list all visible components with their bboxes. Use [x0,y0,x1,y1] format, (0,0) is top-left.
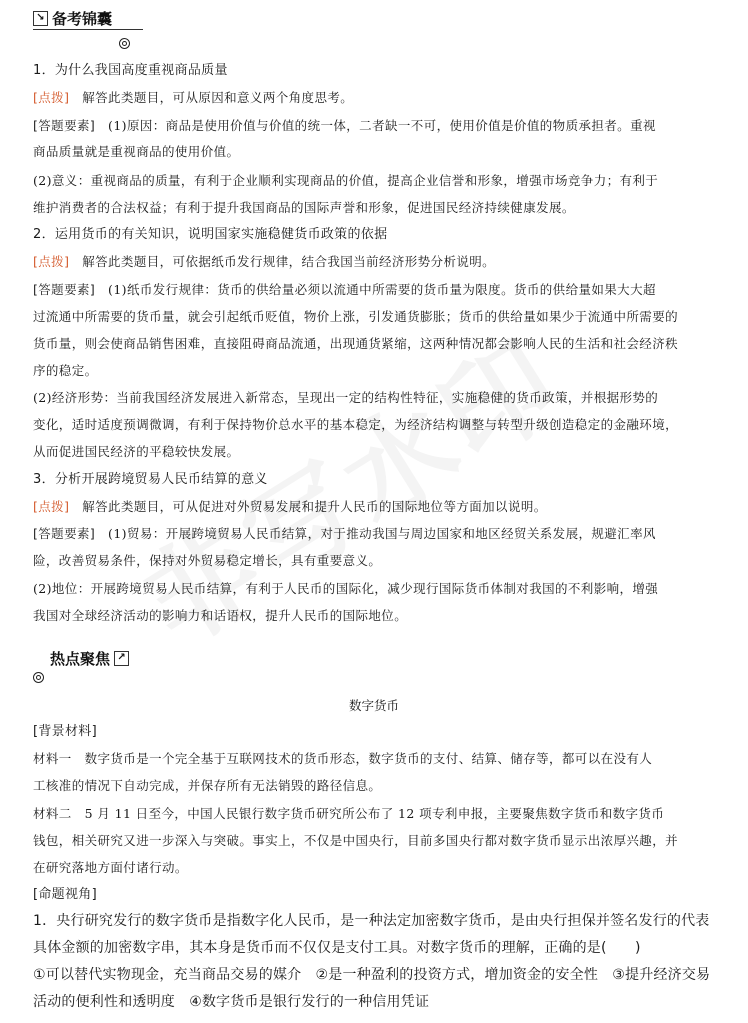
question-title: 1．为什么我国高度重视商品质量 [33,63,228,78]
answer-line [33,117,723,134]
tip-label: [点拨] [33,499,70,514]
tip-label: [点拨] [33,254,70,269]
answer-line: 序的稳定。 [33,363,98,378]
option-line: 活动的便利性和透明度 ④数字货币是银行发行的一种信用凭证 [33,994,430,1010]
background-label: [背景材料] [33,724,97,739]
tip-line [33,498,723,515]
tip-line [33,253,723,270]
answer-line: 从而促进国民经济的平稳较快发展。 [33,444,240,459]
material-line: 钱包，相关研究又进一步深入与突破。事实上，不仅是中国央行，目前多国央行都对数字货币显示出浓厚兴趣，并 [33,833,679,848]
answer-line [33,281,723,298]
section-heading-label: 备考锦囊 [52,10,113,28]
option-line: ①可以替代实物现金，充当商品交易的媒介 ②是一种盈利的投资方式，增加资金的安全性 ③提升经济交易 [33,967,711,983]
tip-text: 解答此类题目，可依据纸币发行规律，结合我国当前经济形势分析说明。 [69,254,496,269]
answer-line [33,525,723,542]
question-line: 具体金额的加密数字串，其本身是货币而不仅仅是支付工具。对数字货币的理解，正确的是( ) [33,940,641,956]
question-title: 2．运用货币的有关知识，说明国家实施稳健货币政策的依据 [33,227,388,242]
heading-underline [33,29,143,30]
section-heading-label: 热点聚焦 [50,650,111,668]
bullseye-icon [33,672,44,683]
tip-label: [点拨] [33,90,70,105]
answer-line: (2)经济形势：当前我国经济发展进入新常态，呈现出一定的结构性特征，实施稳健的货币政策，并根据形势的 [33,390,659,405]
arrow-box-icon: ↘ [33,11,48,26]
answer-text: (1)纸币发行规律：货币的供给量必须以流通中所需要的货币量为限度。货币的供给量如果大大超 [95,282,656,297]
bullseye-icon [119,38,130,49]
material-line: 材料一 数字货币是一个完全基于互联网技术的货币形态，数字货币的支付、结算、储存等，都可以在没有人 [33,751,653,766]
material-line: 材料二 5 月 11 日至今，中国人民银行数字货币研究所公布了 12 项专利申报，主要聚焦数字货币和数字货币 [33,806,665,821]
question-title: 3．分析开展跨境贸易人民币结算的意义 [33,472,268,487]
tip-text: 解答此类题目，可从原因和意义两个角度思考。 [69,90,354,105]
answer-line: 商品质量就是重视商品的使用价值。 [33,144,240,159]
answer-label: [答题要素] [33,282,96,297]
answer-line: 维护消费者的合法权益；有利于提升我国商品的国际声誉和形象，促进国民经济持续健康发展。 [33,200,575,215]
answer-line: 险，改善贸易条件，保持对外贸易稳定增长，具有重要意义。 [33,553,382,568]
answer-line: 货币量，则会使商品销售困难，直接阻碍商品流通，出现通货紧缩，这两种情况都会影响人民的生活和社会经济秩 [33,336,679,351]
tip-line [33,89,723,106]
answer-line: 过流通中所需要的货币量，就会引起纸币贬值，物价上涨，引发通货膨胀；货币的供给量如果少于流通中所需要的 [33,309,679,324]
answer-label: [答题要素] [33,118,96,133]
question-line: 1．央行研究发行的数字货币是指数字化人民币，是一种法定加密数字货币，是由央行担保并签名发行的代表 [33,913,710,929]
answer-line: (2)意义：重视商品的质量，有利于企业顺利实现商品的价值，提高企业信誉和形象，增强市场竞争力；有利于 [33,173,659,188]
answer-label: [答题要素] [33,526,96,541]
section-heading-prep [33,8,112,29]
answer-line: 我国对全球经济活动的影响力和话语权，提升人民币的国际地位。 [33,608,408,623]
material-line: 工核准的情况下自动完成，并保存所有无法销毁的路径信息。 [33,778,382,793]
edit-box-icon: ↗ [114,651,129,666]
view-label: [命题视角] [33,887,97,902]
answer-text: (1)贸易：开展跨境贸易人民币结算，对于推动我国与周边国家和地区经贸关系发展，规避汇率风 [95,526,656,541]
answer-line: (2)地位：开展跨境贸易人民币结算，有利于人民币的国际化，减少现行国际货币体制对我国的不利影响，增强 [33,581,659,596]
material-line: 在研究落地方面付诸行动。 [33,860,188,875]
answer-line: 变化，适时适度预调微调，有利于保持物价总水平的基本稳定，为经济结构调整与转型升级创造稳定的金融环境， [33,417,679,432]
section-heading-hot [50,648,129,669]
topic-title: 数字货币 [348,698,399,713]
tip-text: 解答此类题目，可从促进对外贸易发展和提升人民币的国际地位等方面加以说明。 [69,499,547,514]
answer-text: (1)原因：商品是使用价值与价值的统一体，二者缺一不可，使用价值是价值的物质承担者。重视 [95,118,656,133]
